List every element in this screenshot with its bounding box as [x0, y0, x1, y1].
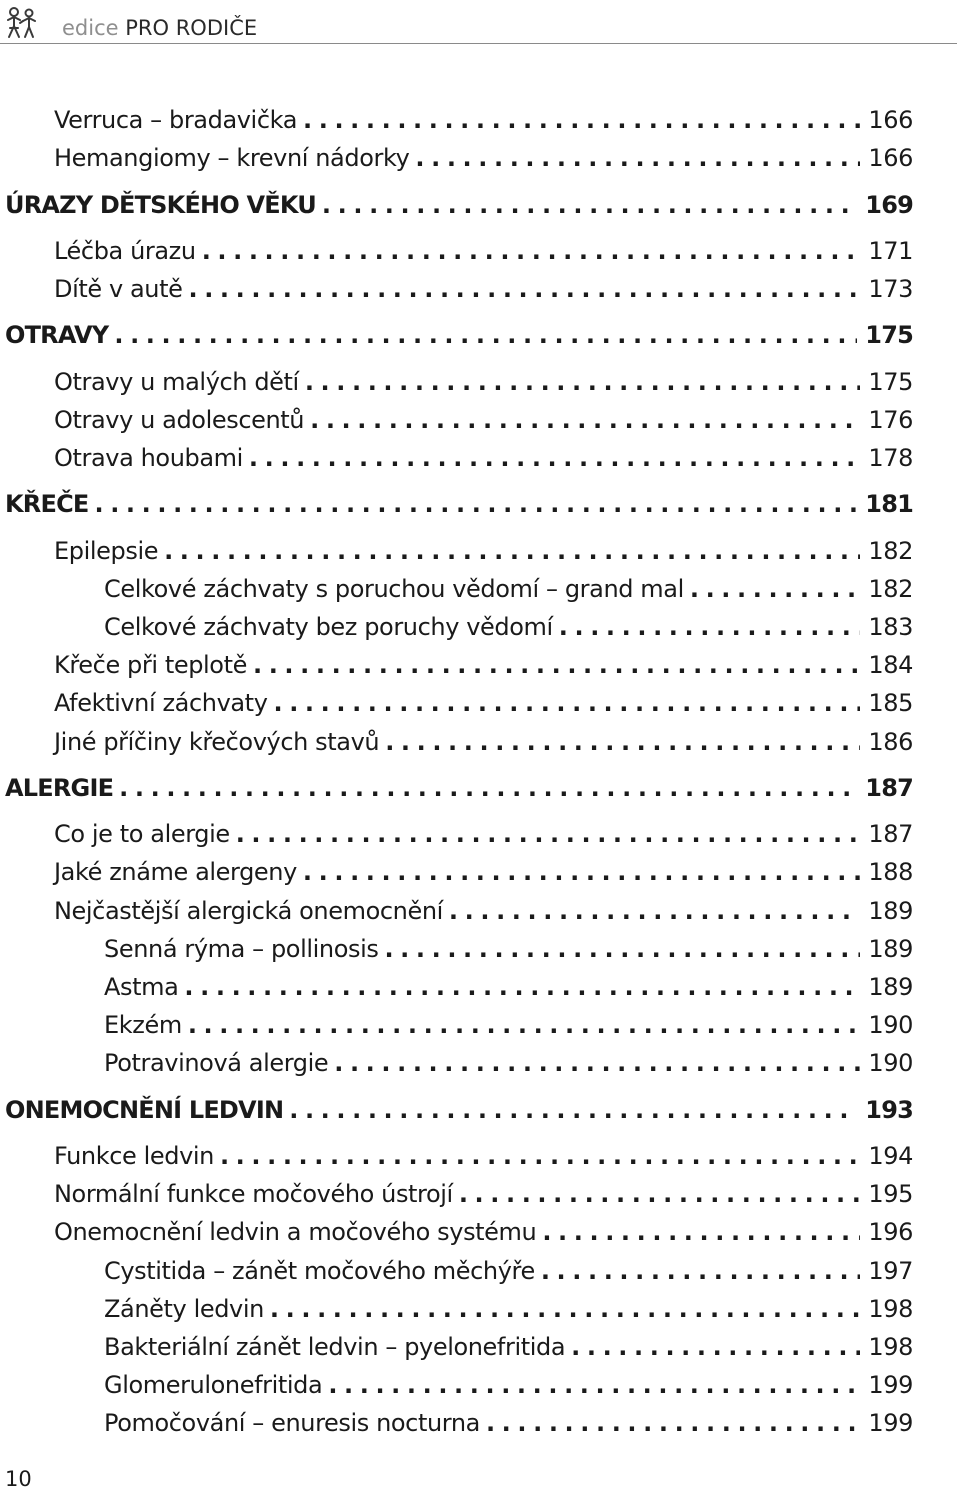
toc-entry-title: Onemocnění ledvin a močového systému	[54, 1218, 537, 1247]
toc-entry-title: OTRAVY	[5, 321, 109, 350]
toc-entry-page: 194	[868, 1142, 913, 1170]
toc-entry-page: 196	[868, 1218, 913, 1247]
toc-entry	[54, 686, 913, 720]
toc-entry-title: Nejčastější alergická onemocnění	[54, 896, 443, 925]
toc-entry	[104, 1008, 913, 1042]
toc-entry-page: 176	[868, 405, 913, 434]
toc-entry-title: Epilepsie	[54, 536, 159, 565]
toc-entry-page: 189	[868, 896, 913, 925]
toc-entry-title: Celkové záchvaty s poruchou vědomí – grand mal	[104, 574, 684, 603]
dot-leader	[220, 1139, 860, 1173]
toc-entry-page: 187	[868, 820, 913, 849]
toc-entry-title: Celkové záchvaty bez poruchy vědomí	[104, 613, 553, 641]
toc-entry-page: 175	[868, 367, 913, 396]
toc-entry-title: Jaké známe alergeny	[54, 858, 297, 887]
toc-entry	[54, 1215, 913, 1249]
dot-leader	[202, 234, 861, 268]
toc-entry	[104, 1046, 913, 1080]
toc-entry-page: 199	[868, 1409, 913, 1438]
toc-entry-title: Hemangiomy – krevní nádorky	[54, 144, 410, 173]
toc-entry-page: 193	[865, 1095, 913, 1124]
header-divider	[0, 43, 957, 44]
toc-entry-title: Glomerulonefritida	[104, 1371, 323, 1400]
toc-entry	[54, 534, 913, 568]
dot-leader	[188, 272, 860, 306]
dot-leader	[449, 894, 860, 928]
dot-leader	[253, 648, 860, 682]
toc-chapter-entry	[5, 188, 913, 222]
toc-entry	[54, 365, 913, 399]
toc-entry	[54, 648, 913, 682]
toc-entry	[104, 1406, 913, 1440]
dot-leader	[114, 318, 857, 352]
toc-entry	[104, 970, 913, 1004]
toc-entry	[54, 141, 913, 175]
page-header	[0, 0, 960, 44]
toc-entry-page: 189	[868, 973, 913, 1001]
toc-entry-page: 173	[868, 275, 913, 303]
toc-entry-title: Otravy u malých dětí	[54, 367, 299, 396]
toc-entry	[54, 103, 913, 137]
toc-entry	[54, 894, 913, 928]
toc-entry-page: 198	[868, 1294, 913, 1323]
toc-entry-title: Senná rýma – pollinosis	[104, 934, 379, 963]
dot-leader	[415, 141, 860, 175]
toc-entry-page: 182	[868, 536, 913, 565]
toc-entry-page: 190	[868, 1011, 913, 1040]
toc-entry-title: Dítě v autě	[54, 275, 183, 303]
toc-entry-title: Cystitida – zánět močového měchýře	[104, 1256, 535, 1285]
dot-leader	[322, 188, 857, 222]
dot-leader	[328, 1368, 860, 1402]
toc-entry-title: Pomočování – enuresis nocturna	[104, 1409, 480, 1438]
toc-entry	[54, 855, 913, 889]
toc-entry-page: 184	[868, 651, 913, 680]
toc-entry	[104, 1292, 913, 1326]
toc-entry-title: Ekzém	[104, 1011, 182, 1040]
toc-entry	[54, 1139, 913, 1173]
toc-entry	[104, 572, 913, 606]
toc-entry-page: 171	[868, 236, 913, 265]
toc-entry	[104, 610, 913, 644]
dot-leader	[184, 970, 860, 1004]
series-prefix: edice	[62, 16, 119, 40]
toc-entry	[104, 1368, 913, 1402]
toc-entry	[104, 932, 913, 966]
dot-leader	[303, 103, 860, 137]
toc-entry	[104, 1254, 913, 1288]
toc-entry	[54, 403, 913, 437]
toc-entry-page: 166	[868, 106, 913, 134]
dot-leader	[119, 771, 857, 805]
toc-entry-title: Verruca – bradavička	[54, 106, 298, 134]
toc-entry-page: 178	[868, 444, 913, 472]
toc-entry	[54, 234, 913, 268]
toc-entry-page: 169	[865, 190, 913, 219]
toc-entry	[54, 817, 913, 851]
toc-entry-page: 175	[865, 321, 913, 350]
toc-entry-title: Afektivní záchvaty	[54, 689, 268, 718]
toc-entry	[104, 1330, 913, 1364]
dot-leader	[385, 725, 860, 759]
dot-leader	[270, 1292, 860, 1326]
toc-entry-title: Potravinová alergie	[104, 1049, 329, 1078]
toc-entry-title: Bakteriální zánět ledvin – pyelonefritida	[104, 1333, 566, 1361]
toc-entry-title: ONEMOCNĚNÍ LEDVIN	[5, 1095, 284, 1124]
toc-entry-page: 187	[865, 773, 913, 802]
toc-entry-title: Léčba úrazu	[54, 236, 196, 265]
toc-entry-title: KŘEČE	[5, 490, 89, 519]
toc-entry	[54, 272, 913, 306]
dot-leader	[305, 365, 861, 399]
series-title	[62, 14, 257, 42]
dot-leader	[289, 1093, 857, 1127]
toc-entry	[54, 441, 913, 475]
dot-leader	[310, 403, 860, 437]
toc-entry-page: 181	[865, 490, 913, 519]
toc-entry-page: 195	[868, 1180, 913, 1209]
toc-entry-page: 197	[868, 1256, 913, 1285]
toc-entry-page: 198	[868, 1333, 913, 1361]
toc-entry-page: 183	[868, 613, 913, 641]
toc-entry-page: 199	[868, 1371, 913, 1400]
toc-entry-title: Otrava houbami	[54, 444, 243, 472]
toc-entry-title: Záněty ledvin	[104, 1294, 264, 1323]
dot-leader	[690, 572, 861, 606]
dot-leader	[188, 1008, 861, 1042]
dot-leader	[249, 441, 860, 475]
dot-leader	[571, 1330, 860, 1364]
toc-chapter-entry	[5, 318, 913, 352]
page-number: 10	[5, 1467, 32, 1491]
dot-leader	[334, 1046, 860, 1080]
toc-entry-title: Otravy u adolescentů	[54, 405, 305, 434]
dot-leader	[486, 1406, 860, 1440]
toc-entry-page: 189	[868, 934, 913, 963]
toc-entry-title: Jiné příčiny křečových stavů	[54, 727, 380, 756]
toc-entry	[54, 1177, 913, 1211]
dot-leader	[236, 817, 861, 851]
toc-entry-page: 166	[868, 144, 913, 173]
toc-entry	[54, 725, 913, 759]
toc-entry-page: 186	[868, 727, 913, 756]
toc-chapter-entry	[5, 771, 913, 805]
toc-chapter-entry	[5, 1093, 913, 1127]
toc-entry-title: ALERGIE	[5, 773, 114, 802]
dot-leader	[459, 1177, 861, 1211]
dot-leader	[384, 932, 860, 966]
toc-entry-title: Co je to alergie	[54, 820, 230, 849]
toc-entry-title: ÚRAZY DĚTSKÉHO VĚKU	[5, 190, 316, 219]
dot-leader	[542, 1215, 860, 1249]
toc-chapter-entry	[5, 487, 913, 521]
toc-entry-title: Funkce ledvin	[54, 1142, 214, 1170]
dot-leader	[541, 1254, 861, 1288]
children-logo-icon	[4, 6, 40, 40]
dot-leader	[94, 487, 857, 521]
toc-entry-title: Normální funkce močového ústrojí	[54, 1180, 453, 1209]
toc-entry-page: 185	[868, 689, 913, 718]
toc-entry-title: Astma	[104, 973, 179, 1001]
dot-leader	[303, 855, 860, 889]
toc-entry-page: 182	[868, 574, 913, 603]
dot-leader	[559, 610, 861, 644]
series-name: PRO RODIČE	[125, 16, 258, 40]
toc-entry-page: 190	[868, 1049, 913, 1078]
dot-leader	[274, 686, 861, 720]
toc-entry-page: 188	[868, 858, 913, 887]
dot-leader	[164, 534, 860, 568]
toc-entry-title: Křeče při teplotě	[54, 651, 247, 680]
